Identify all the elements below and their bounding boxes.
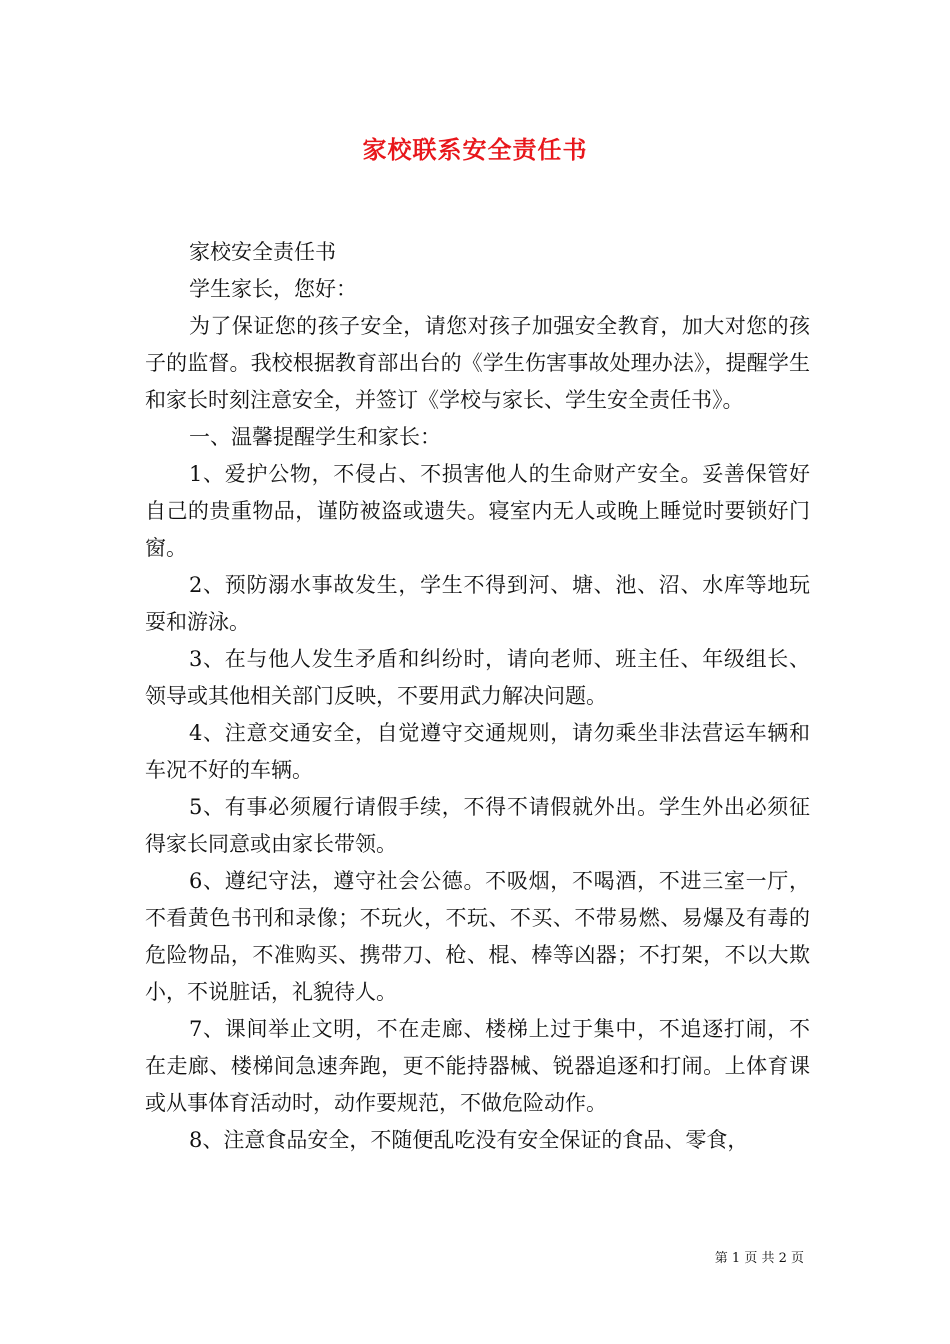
- paragraph-item-8: 8、注意食品安全，不随便乱吃没有安全保证的食品、零食，: [189, 1128, 749, 1152]
- page-title: 家校联系安全责任书: [362, 135, 588, 164]
- paragraph-item-6: 6、遵纪守法，遵守社会公德。不吸烟，不喝酒，不进三室一厅，不看黄色书刊和录像；不玩火，不玩、不买、不带易燃、易爆及有毒的危险物品，不准购买、携带刀、枪、棍、棒等凶器；不打架，不以大欺小，不说脏话，礼貌待人。: [145, 869, 810, 1004]
- paragraph-section-heading: 一、温馨提醒学生和家长：: [189, 425, 441, 449]
- paragraph-intro: 为了保证您的孩子安全，请您对孩子加强安全教育，加大对您的孩子的监督。我校根据教育部出台的《学生伤害事故处理办法》，提醒学生和家长时刻注意安全，并签订《学校与家长、学生安全责任书》。: [145, 314, 810, 412]
- paragraph-item-1: 1、爱护公物，不侵占、不损害他人的生命财产安全。妥善保管好自己的贵重物品，谨防被盗或遗失。寝室内无人或晚上睡觉时要锁好门窗。: [145, 462, 810, 560]
- paragraph-item-5: 5、有事必须履行请假手续，不得不请假就外出。学生外出必须征得家长同意或由家长带领。: [145, 795, 810, 856]
- page-number-footer: 第 1 页 共 2 页: [714, 1251, 804, 1266]
- paragraph-item-4: 4、注意交通安全，自觉遵守交通规则，请勿乘坐非法营运车辆和车况不好的车辆。: [145, 721, 810, 782]
- paragraph-item-2: 2、预防溺水事故发生，学生不得到河、塘、池、沼、水库等地玩耍和游泳。: [145, 573, 810, 634]
- document-body: [145, 234, 810, 1159]
- paragraph-heading: 家校安全责任书: [189, 240, 336, 264]
- paragraph-item-3: 3、在与他人发生矛盾和纠纷时，请向老师、班主任、年级组长、领导或其他相关部门反映，不要用武力解决问题。: [145, 647, 810, 708]
- paragraph-item-7: 7、课间举止文明，不在走廊、楼梯上过于集中，不追逐打闹，不在走廊、楼梯间急速奔跑，更不能持器械、锐器追逐和打闹。上体育课或从事体育活动时，动作要规范，不做危险动作。: [145, 1017, 810, 1115]
- paragraph-salutation: 学生家长，您好：: [189, 277, 357, 301]
